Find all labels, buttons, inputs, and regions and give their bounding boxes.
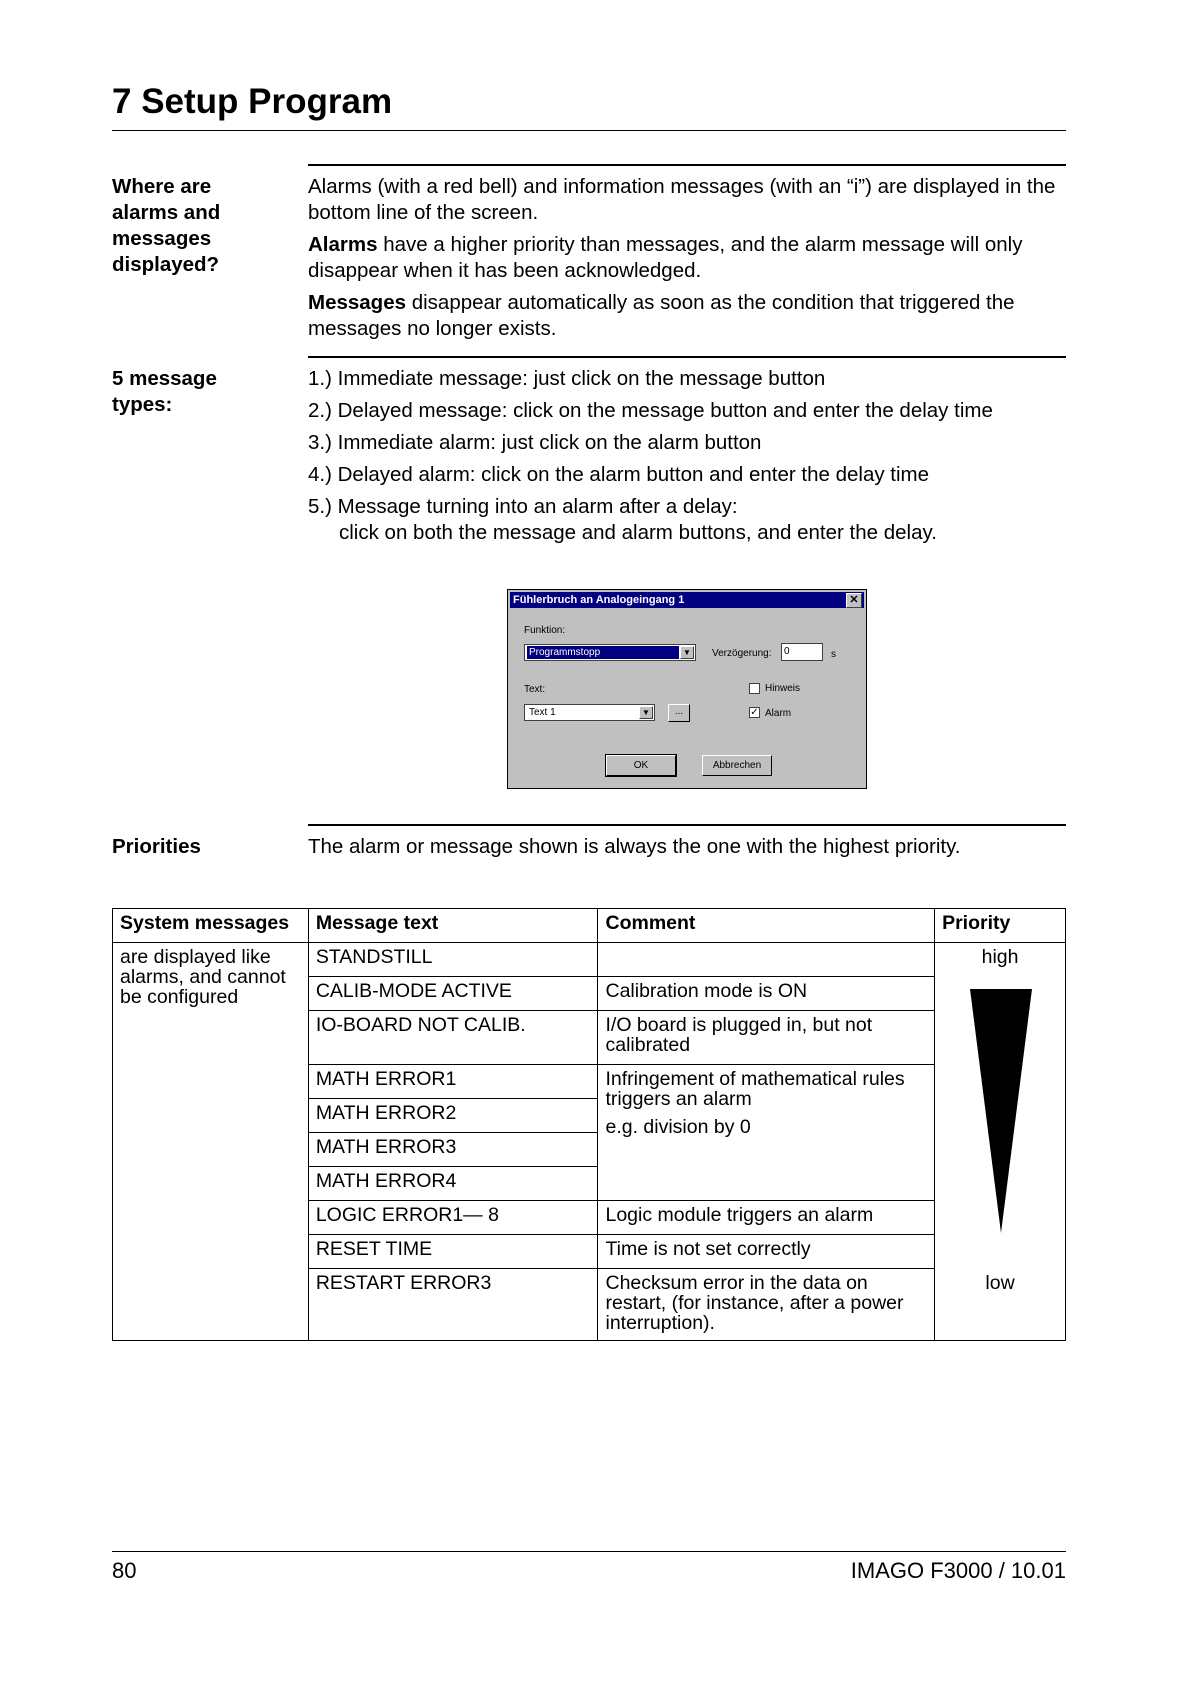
funktion-select[interactable] <box>524 644 696 661</box>
message-text-cell: IO-BOARD NOT CALIB. <box>308 1011 598 1065</box>
list-item: 4.) Delayed alarm: click on the alarm button and enter the delay time <box>308 463 930 486</box>
alarms-description: have a higher priority than messages, and the alarm message will only disappear when it has been acknowledged. <box>308 233 1023 282</box>
where-paragraph-2 <box>308 232 1066 284</box>
message-text-cell: MATH ERROR2 <box>308 1099 598 1133</box>
close-icon[interactable]: ✕ <box>846 593 862 608</box>
comment-cell <box>598 943 935 977</box>
checkmark-icon: ✓ <box>750 707 759 718</box>
text-value: Text 1 <box>529 707 556 718</box>
verzoegerung-label: Verzögerung: <box>712 648 772 659</box>
priority-wedge-icon <box>970 989 1032 1233</box>
messages-term: Messages <box>308 291 407 314</box>
side-heading-where: Where are alarms and messages displayed? <box>112 175 221 276</box>
list-item: 1.) Immediate message: just click on the message button <box>308 367 826 390</box>
column-header: Message text <box>308 909 598 943</box>
priority-cell <box>935 943 1066 1341</box>
section-rule <box>308 824 1066 826</box>
column-header: Comment <box>598 909 935 943</box>
table-header-row <box>113 909 1066 943</box>
chevron-down-icon[interactable]: ▼ <box>680 646 694 659</box>
priority-high-label: high <box>981 946 1019 968</box>
cancel-button[interactable]: Abbrechen <box>702 755 772 776</box>
hinweis-label: Hinweis <box>765 683 801 694</box>
messages-description: disappear automatically as soon as the condition that triggered the messages no longer exists. <box>308 291 1015 340</box>
chevron-down-icon[interactable]: ▼ <box>639 706 653 719</box>
message-text-cell: RESTART ERROR3 <box>308 1269 598 1341</box>
comment-cell: Time is not set correctly <box>598 1235 935 1269</box>
message-text-cell: MATH ERROR1 <box>308 1065 598 1099</box>
priority-table <box>112 908 1066 1341</box>
footer-rule <box>112 1551 1066 1552</box>
alarm-config-dialog <box>507 589 867 789</box>
text-select[interactable] <box>524 704 655 721</box>
math-comment-line-2: e.g. division by 0 <box>605 1116 751 1138</box>
priorities-text: The alarm or message shown is always the one with the highest priority. <box>308 835 961 858</box>
alarm-label: Alarm <box>765 708 792 719</box>
where-paragraph-3 <box>308 290 1066 342</box>
math-comment-cell <box>598 1065 935 1201</box>
priority-low-label: low <box>985 1272 1015 1294</box>
table-row <box>113 943 1066 977</box>
system-messages-note: are displayed like alarms, and cannot be configured <box>113 943 309 1341</box>
list-item: 2.) Delayed message: click on the message button and enter the delay time <box>308 399 993 422</box>
ok-button[interactable]: OK <box>606 755 676 776</box>
delay-unit: s <box>831 649 836 660</box>
hinweis-checkbox[interactable] <box>749 683 760 694</box>
section-rule <box>308 356 1066 358</box>
document-id: IMAGO F3000 / 10.01 <box>850 1558 1066 1583</box>
funktion-label: Funktion: <box>524 625 566 636</box>
chapter-title: 7 Setup Program <box>112 82 393 121</box>
section-rule <box>308 164 1066 166</box>
message-text-cell: RESET TIME <box>308 1235 598 1269</box>
column-header: Priority <box>935 909 1066 943</box>
comment-cell: Checksum error in the data on restart, (for instance, after a power interruption). <box>598 1269 935 1341</box>
alarm-checkbox[interactable] <box>749 707 760 718</box>
message-text-cell: CALIB-MODE ACTIVE <box>308 977 598 1011</box>
message-text-cell: LOGIC ERROR1— 8 <box>308 1201 598 1235</box>
message-types-list <box>308 366 1066 546</box>
delay-input[interactable]: 0 <box>781 643 823 661</box>
page-number: 80 <box>112 1558 137 1583</box>
dialog-title: Fühlerbruch an Analogeingang 1 <box>513 594 685 606</box>
dialog-title-bar <box>510 592 864 608</box>
comment-cell: Calibration mode is ON <box>598 977 935 1011</box>
browse-text-button[interactable]: ... <box>668 704 690 722</box>
text-label: Text: <box>524 684 546 695</box>
comment-cell: I/O board is plugged in, but not calibrated <box>598 1011 935 1065</box>
math-comment-line-1: Infringement of mathematical rules triggers an alarm <box>605 1068 905 1110</box>
message-text-cell: MATH ERROR4 <box>308 1167 598 1201</box>
message-text-cell: STANDSTILL <box>308 943 598 977</box>
where-body <box>308 174 1066 348</box>
side-heading-types: 5 message types: <box>112 367 217 416</box>
header-rule <box>112 130 1066 131</box>
side-heading-priorities: Priorities <box>112 835 201 858</box>
list-item: 5.) Message turning into an alarm after a delay: <box>308 495 738 518</box>
where-paragraph-1: Alarms (with a red bell) and information messages (with an “i”) are displayed in the bottom line of the screen. <box>308 175 1056 224</box>
message-text-cell: MATH ERROR3 <box>308 1133 598 1167</box>
comment-cell: Logic module triggers an alarm <box>598 1201 935 1235</box>
list-item-continuation: click on both the message and alarm buttons, and enter the delay. <box>339 521 937 544</box>
column-header: System messages <box>113 909 309 943</box>
funktion-value: Programmstopp <box>527 646 679 659</box>
alarms-term: Alarms <box>308 233 378 256</box>
list-item: 3.) Immediate alarm: just click on the alarm button <box>308 431 762 454</box>
